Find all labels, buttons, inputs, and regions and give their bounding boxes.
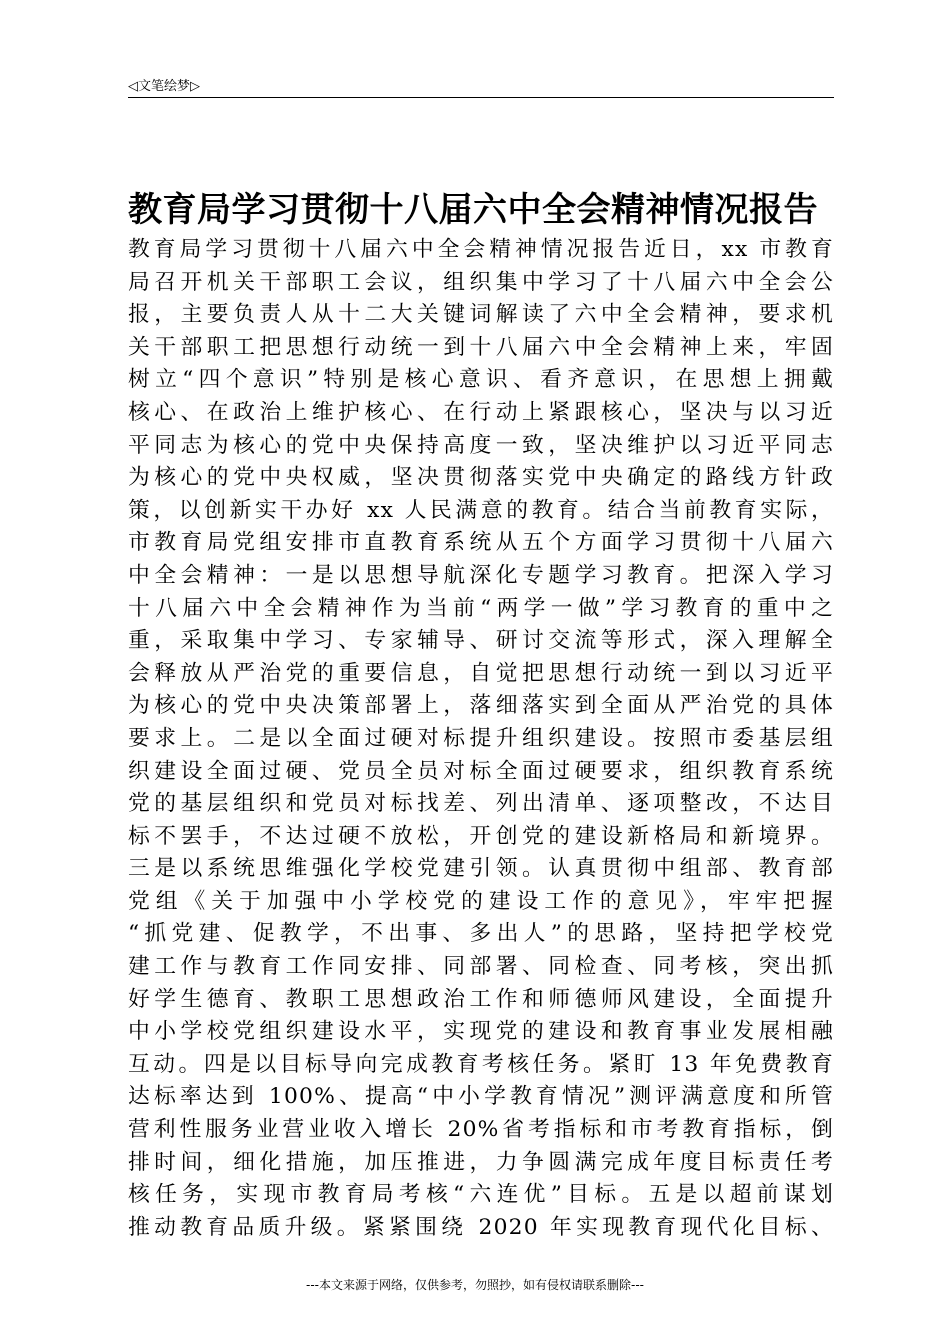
- body-line: 党的基层组织和党员对标找差、列出清单、逐项整改，不达目: [128, 791, 834, 817]
- header-logo-text: ◁文笔绘梦▷: [128, 79, 200, 94]
- body-line: “抓党建、促教学，不出事、多出人”的思路，坚持把学校党: [128, 921, 834, 947]
- body-line: 局召开机关干部职工会议，组织集中学习了十八届六中全会公: [128, 269, 834, 295]
- body-line: 织建设全面过硬、党员全员对标全面过硬要求，组织教育系统: [128, 758, 834, 784]
- body-line: 市教育局党组安排市直教育系统从五个方面学习贯彻十八届六: [128, 530, 834, 556]
- header-divider: [128, 97, 834, 98]
- body-line: 为核心的党中央权威，坚决贯彻落实党中央确定的路线方针政: [128, 465, 834, 491]
- body-line: 互动。四是以目标导向完成教育考核任务。紧盯 13 年免费教育: [128, 1051, 834, 1077]
- body-line: 核心、在政治上维护核心、在行动上紧跟核心，坚决与以习近: [128, 399, 834, 425]
- document-body: [128, 234, 834, 1244]
- body-line: 三是以系统思维强化学校党建引领。认真贯彻中组部、教育部: [128, 856, 834, 882]
- body-line: 排时间，细化措施，加压推进，力争圆满完成年度目标责任考: [128, 1149, 834, 1175]
- body-line: 重，采取集中学习、专家辅导、研讨交流等形式，深入理解全: [128, 628, 834, 654]
- body-line: 为核心的党中央决策部署上，落细落实到全面从严治党的具体: [128, 693, 834, 719]
- body-line: 营利性服务业营业收入增长 20%省考指标和市考教育指标，倒: [128, 1117, 834, 1143]
- body-line: 策，以创新实干办好 xx 人民满意的教育。结合当前教育实际，: [128, 497, 834, 523]
- body-line: 党组《关于加强中小学校党的建设工作的意见》，牢牢把握: [128, 888, 834, 914]
- body-line: 核任务，实现市教育局考核“六连优”目标。五是以超前谋划: [128, 1182, 834, 1208]
- body-line: 关干部职工把思想行动统一到十八届六中全会精神上来，牢固: [128, 334, 834, 360]
- body-line: 标不罢手，不达过硬不放松，开创党的建设新格局和新境界。: [128, 823, 834, 849]
- body-line: 十八届六中全会精神作为当前“两学一做”学习教育的重中之: [128, 595, 834, 621]
- page-header: [128, 76, 834, 98]
- body-line: 平同志为核心的党中央保持高度一致，坚决维护以习近平同志: [128, 432, 834, 458]
- body-line: 达标率达到 100%、提高“中小学教育情况”测评满意度和所管: [128, 1084, 834, 1110]
- body-line: 推动教育品质升级。紧紧围绕 2020 年实现教育现代化目标、: [128, 1214, 834, 1240]
- body-line: 好学生德育、教职工思想政治工作和师德师风建设，全面提升: [128, 986, 834, 1012]
- body-line: 建工作与教育工作同安排、同部署、同检查、同考核，突出抓: [128, 954, 834, 980]
- body-line: 报，主要负责人从十二大关键词解读了六中全会精神，要求机: [128, 302, 834, 328]
- page-footer-note: ---本文来源于网络，仅供参考，勿照抄，如有侵权请联系删除---: [306, 1278, 644, 1292]
- body-line: 会释放从严治党的重要信息，自觉把思想行动统一到以习近平: [128, 660, 834, 686]
- body-line: 要求上。二是以全面过硬对标提升组织建设。按照市委基层组: [128, 725, 834, 751]
- body-line: 中小学校党组织建设水平，实现党的建设和教育事业发展相融: [128, 1019, 834, 1045]
- body-line: 中全会精神：一是以思想导航深化专题学习教育。把深入学习: [128, 562, 834, 588]
- body-line: 教育局学习贯彻十八届六中全会精神情况报告近日，xx 市教育: [128, 237, 834, 262]
- body-line: 树立“四个意识”特别是核心意识、看齐意识，在思想上拥戴: [128, 367, 834, 393]
- document-title: 教育局学习贯彻十八届六中全会精神情况报告: [128, 190, 818, 230]
